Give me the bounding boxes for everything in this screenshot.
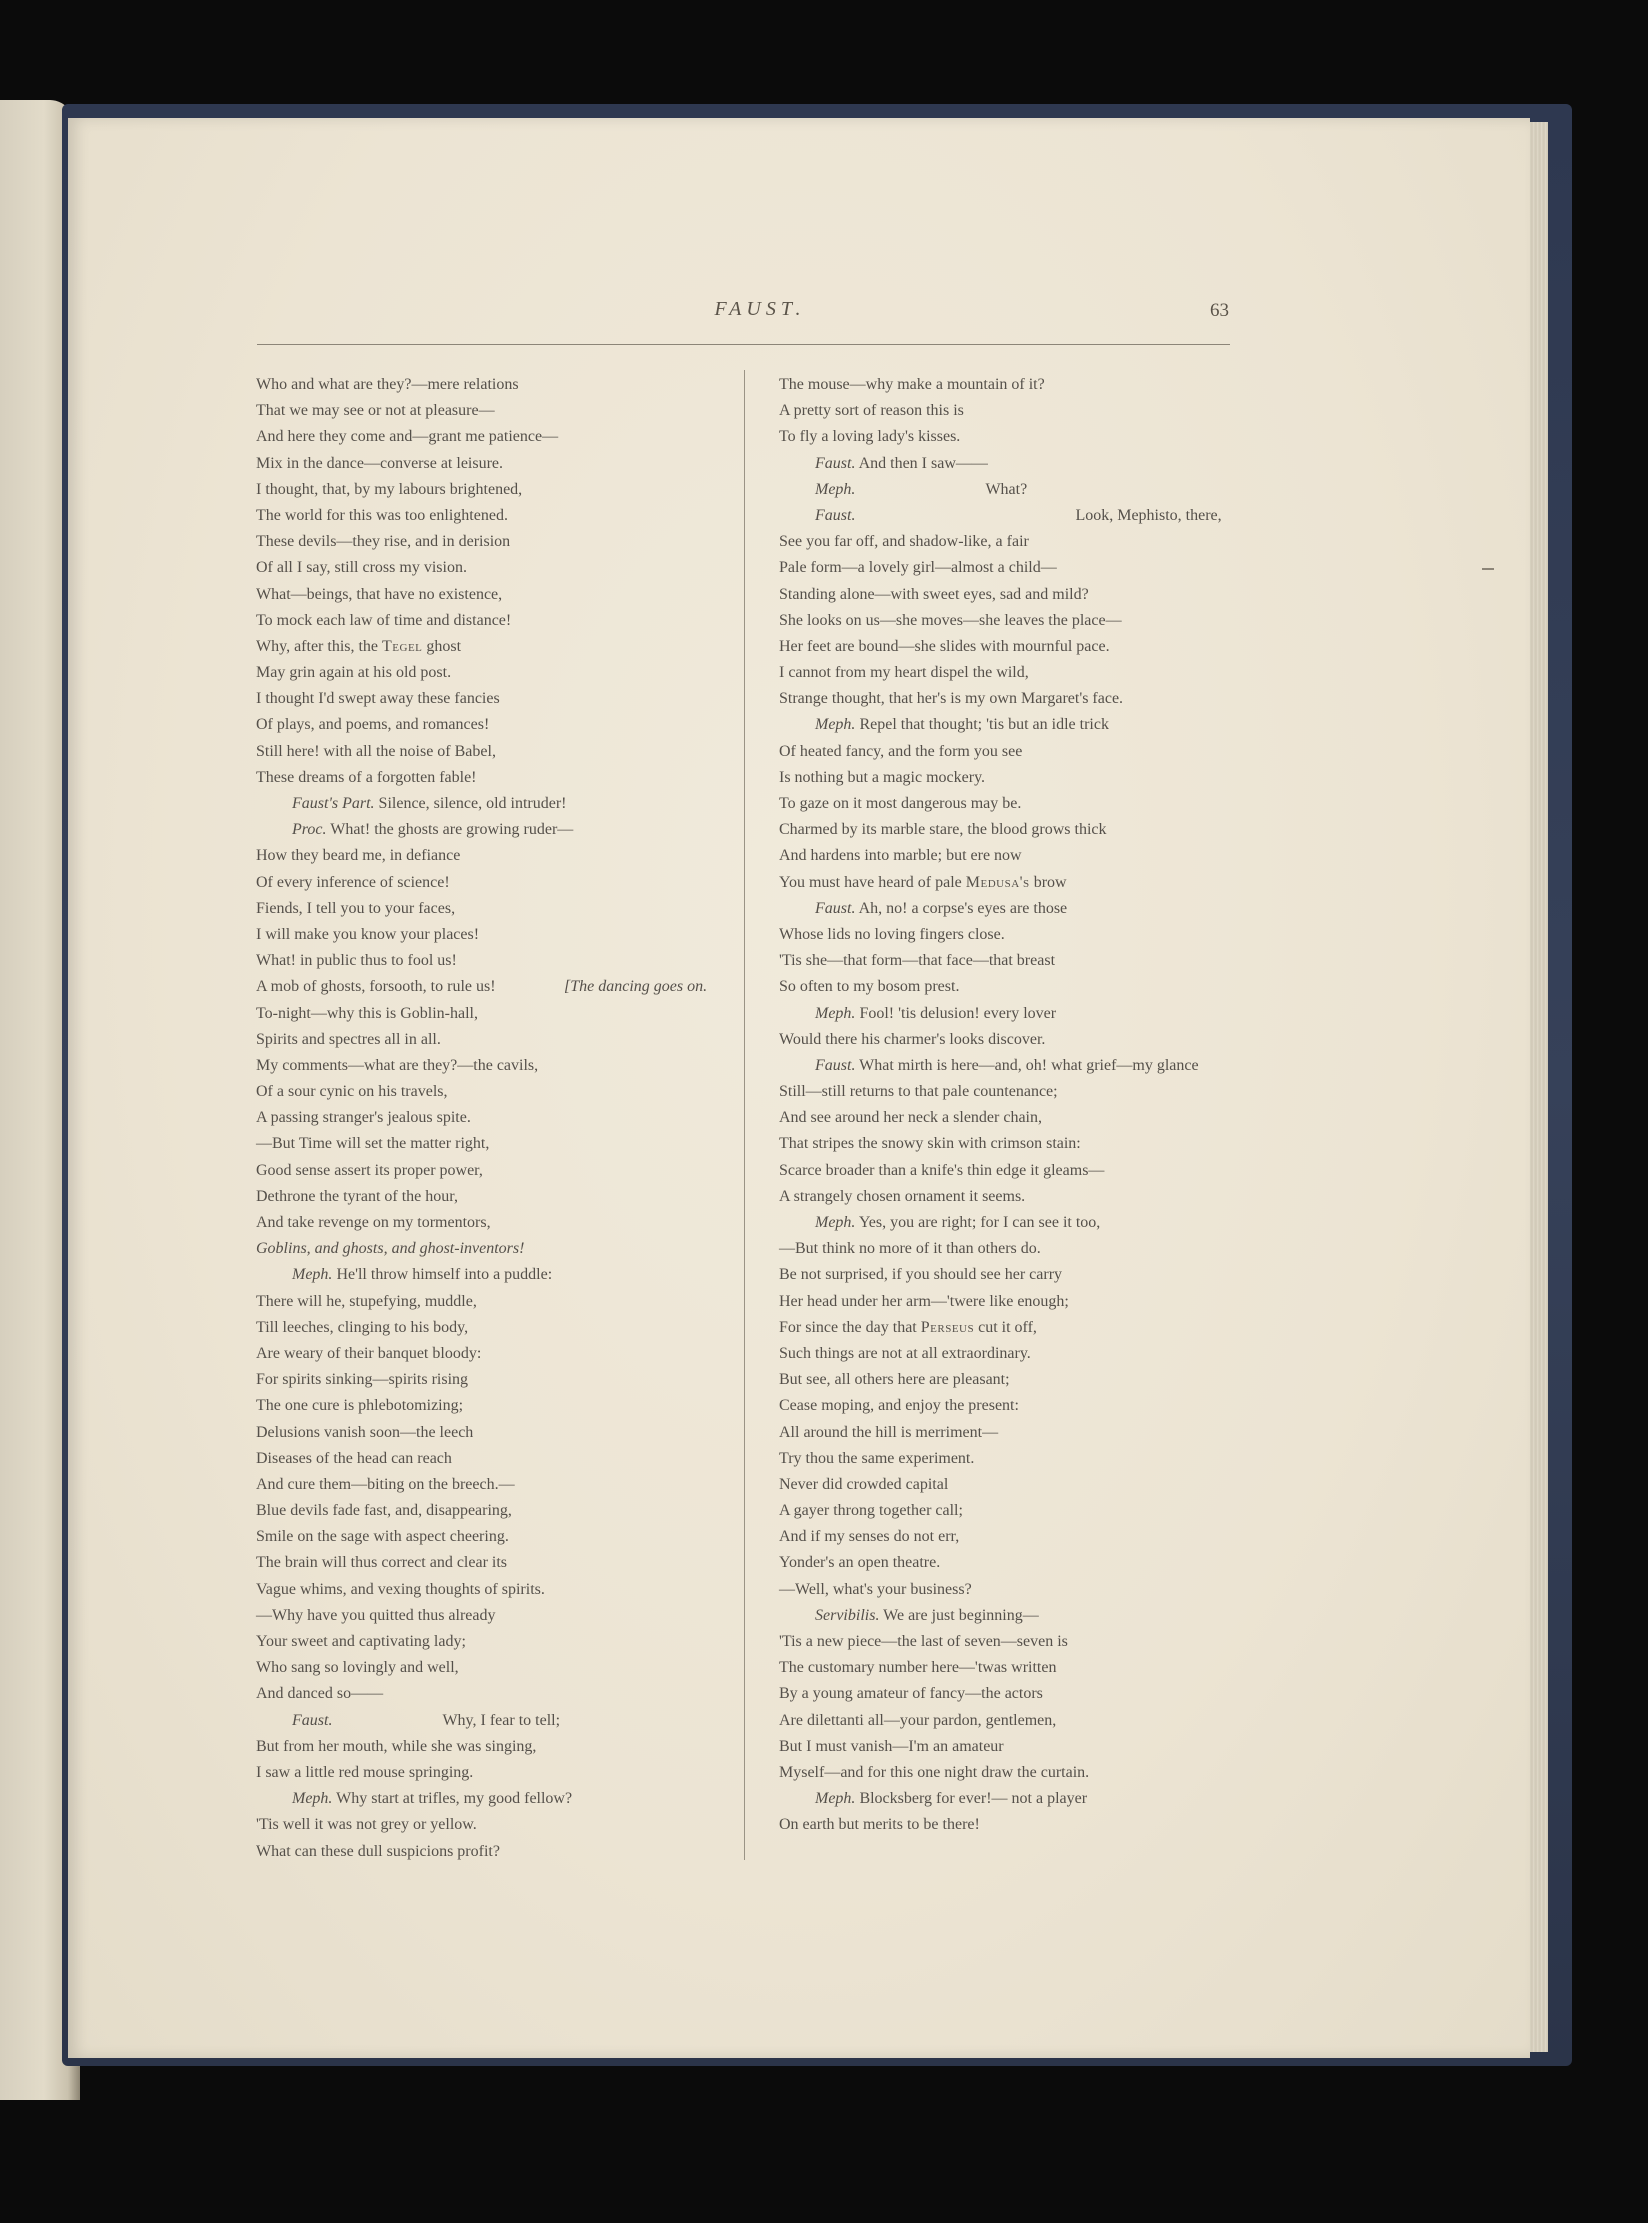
verse-line: Delusions vanish soon—the leech (256, 1423, 474, 1441)
verse-line: I will make you know your places! (256, 925, 480, 943)
verse-line: The one cure is phlebotomizing; (256, 1397, 464, 1415)
verse-line: 'Tis she—that form—that face—that breast (779, 952, 1056, 970)
verse-line: So often to my bosom prest. (779, 978, 960, 996)
verse-text: Yes, you are right; for I can see it too, (855, 1214, 1101, 1231)
verse-line: Charmed by its marble stare, the blood grows thick (779, 821, 1107, 839)
verse-line: Strange thought, that her's is my own Margaret's face. (779, 690, 1124, 708)
verse-line: —Why have you quitted thus already (256, 1606, 496, 1624)
verse-line: A pretty sort of reason this is (779, 402, 964, 420)
verse-line: Whose lids no loving fingers close. (779, 925, 1005, 943)
verse-line: These dreams of a forgotten fable! (256, 768, 477, 786)
verse-text: cut it off, (974, 1318, 1037, 1336)
verse-line: And take revenge on my tormentors, (256, 1214, 491, 1231)
verse-line: Good sense assert its proper power, (256, 1161, 483, 1179)
verse-line: But I must vanish—I'm an amateur (779, 1737, 1004, 1755)
right-column (779, 372, 1249, 1839)
verse-line: To-night—why this is Goblin-hall, (256, 1004, 478, 1022)
verse-line: Standing alone—with sweet eyes, sad and mild? (779, 585, 1089, 603)
speaker-name: Meph. (815, 1004, 856, 1022)
verse-line: A passing stranger's jealous spite. (256, 1109, 471, 1127)
header-rule (257, 344, 1230, 345)
verse-line: Yonder's an open theatre. (779, 1554, 941, 1572)
verse-text: We are just beginning— (879, 1606, 1039, 1624)
verse-text: Silence, silence, old intruder! (374, 795, 567, 812)
verse-line: Of all I say, still cross my vision. (256, 559, 467, 577)
verse-text: You must have heard of pale (779, 873, 966, 891)
verse-line: That we may see or not at pleasure— (256, 402, 495, 420)
speaker-name: Proc. (292, 821, 327, 839)
verse-line: Never did crowded capital (779, 1475, 949, 1493)
verse-line: And hardens into marble; but ere now (779, 847, 1022, 865)
verse-line: For spirits sinking—spirits rising (256, 1371, 469, 1389)
verse-text: Why, I fear to tell; (442, 1711, 561, 1729)
column-divider (744, 370, 745, 1860)
running-header-title: FAUST. (714, 298, 806, 320)
verse-line (779, 896, 1249, 922)
verse-line: Cease moping, and enjoy the present: (779, 1397, 1019, 1415)
verse-line: And see around her neck a slender chain, (779, 1109, 1042, 1127)
speaker-name: Meph. (292, 1790, 333, 1808)
verse-line: What! in public thus to fool us! (256, 952, 457, 970)
verse-line (779, 1210, 1249, 1236)
verse-line: To mock each law of time and distance! (256, 611, 512, 629)
verse-text: Ah, no! a corpse's eyes are those (855, 899, 1068, 917)
verse-line: See you far off, and shadow-like, a fair (779, 533, 1029, 551)
speaker-name: Faust. (815, 899, 856, 917)
verse-line: The customary number here—'twas written (779, 1659, 1057, 1677)
verse-line (256, 1786, 736, 1812)
verse-line: Of heated fancy, and the form you see (779, 742, 1023, 760)
verse-text: What! the ghosts are growing ruder— (326, 821, 574, 839)
verse-line (779, 1786, 1249, 1812)
verse-line: Spirits and spectres all in all. (256, 1030, 441, 1048)
verse-line: All around the hill is merriment— (779, 1423, 999, 1441)
verse-line: Pale form—a lovely girl—almost a child— (779, 559, 1057, 577)
verse-text: A mob of ghosts, forsooth, to rule us! (256, 978, 496, 996)
speaker-name: Meph. (815, 1214, 856, 1231)
verse-line (256, 634, 736, 660)
page-number: 63 (1210, 300, 1229, 321)
verse-text: What mirth is here—and, oh! what grief—my glance (855, 1056, 1199, 1074)
verse-line (779, 1053, 1249, 1079)
verse-line: My comments—what are they?—the cavils, (256, 1056, 539, 1074)
margin-mark (1482, 568, 1494, 570)
verse-line: Myself—and for this one night draw the curtain. (779, 1763, 1090, 1781)
verse-line: Such things are not at all extraordinary. (779, 1344, 1031, 1362)
verse-line: Diseases of the head can reach (256, 1449, 452, 1467)
verse-text: What? (985, 480, 1028, 498)
verse-line: Are dilettanti all—your pardon, gentlemen, (779, 1711, 1057, 1729)
verse-line: 'Tis a new piece—the last of seven—seven is (779, 1633, 1068, 1650)
speaker-name: Faust. (815, 506, 856, 524)
verse-line: 'Tis well it was not grey or yellow. (256, 1816, 477, 1834)
verse-line: Blue devils fade fast, and, disappearing, (256, 1502, 512, 1520)
verse-line: Who and what are they?—mere relations (256, 376, 519, 393)
verse-line (256, 817, 736, 843)
verse-line: By a young amateur of fancy—the actors (779, 1685, 1043, 1703)
verse-line: May grin again at his old post. (256, 664, 452, 682)
verse-line: And here they come and—grant me patience— (256, 428, 559, 446)
verse-line: And cure them—biting on the breech.— (256, 1475, 515, 1493)
verse-line: Till leeches, clinging to his body, (256, 1318, 469, 1336)
speaker-name: Faust. (815, 454, 856, 472)
verse-line: —But think no more of it than others do. (779, 1240, 1041, 1258)
verse-line: These devils—they rise, and in derision (256, 533, 511, 551)
verse-line: Try thou the same experiment. (779, 1449, 975, 1467)
verse-text: Blocksberg for ever!— not a player (855, 1790, 1088, 1808)
verse-line: What can these dull suspicions profit? (256, 1842, 500, 1860)
verse-line: I thought I'd swept away these fancies (256, 690, 500, 708)
verse-line: Fiends, I tell you to your faces, (256, 899, 456, 917)
verse-line: I saw a little red mouse springing. (256, 1763, 474, 1781)
verse-line (779, 712, 1249, 738)
verse-line (256, 1262, 736, 1288)
verse-text: Repel that thought; 'tis but an idle trick (855, 716, 1109, 734)
verse-text: Why start at trifles, my good fellow? (332, 1790, 573, 1808)
verse-line: And if my senses do not err, (779, 1528, 960, 1546)
speaker-name: Faust's Part. (292, 795, 375, 812)
verse-line: And danced so—— (256, 1685, 384, 1703)
verse-line: Dethrone the tyrant of the hour, (256, 1187, 458, 1205)
verse-line: How they beard me, in defiance (256, 847, 461, 865)
speaker-name: Meph. (292, 1266, 333, 1284)
verse-line: That stripes the snowy skin with crimson stain: (779, 1135, 1081, 1153)
verse-line: But from her mouth, while she was singing, (256, 1737, 537, 1755)
verse-line (256, 974, 736, 1000)
verse-line: But see, all others here are pleasant; (779, 1371, 1010, 1389)
verse-line: The world for this was too enlightened. (256, 506, 508, 524)
verse-line: Still—still returns to that pale countenance; (779, 1083, 1058, 1101)
verse-line: Her head under her arm—'twere like enough; (779, 1292, 1069, 1310)
verse-line: Are weary of their banquet bloody: (256, 1344, 482, 1362)
verse-line: The mouse—why make a mountain of it? (779, 376, 1045, 393)
verse-line: A strangely chosen ornament it seems. (779, 1187, 1026, 1205)
verse-line: Smile on the sage with aspect cheering. (256, 1528, 509, 1546)
speaker-name: Meph. (815, 480, 856, 498)
verse-text: Look, Mephisto, there, (1075, 506, 1222, 524)
verse-line (256, 1708, 736, 1734)
verse-text: And then I saw—— (855, 454, 988, 472)
verse-line: Your sweet and captivating lady; (256, 1633, 466, 1650)
verse-line: Would there his charmer's looks discover. (779, 1030, 1046, 1048)
verse-line: Who sang so lovingly and well, (256, 1659, 459, 1677)
verse-line: To gaze on it most dangerous may be. (779, 795, 1022, 812)
verse-line: I thought, that, by my labours brightened, (256, 480, 523, 498)
verse-line: The brain will thus correct and clear its (256, 1554, 508, 1572)
proper-name: Medusa's (965, 873, 1030, 891)
verse-line: There will he, stupefying, muddle, (256, 1292, 477, 1310)
place-name: Tegel (382, 637, 423, 655)
verse-line (779, 503, 1249, 529)
verse-line (779, 870, 1249, 896)
proper-name: Perseus (920, 1318, 975, 1336)
verse-line: Of plays, and poems, and romances! (256, 716, 490, 734)
verse-line: —Well, what's your business? (779, 1580, 972, 1598)
page-stack-edge (1530, 122, 1548, 2052)
verse-line: Her feet are bound—she slides with mournful pace. (779, 637, 1110, 655)
verse-line: Goblins, and ghosts, and ghost-inventors! (256, 1240, 525, 1258)
verse-line: On earth but merits to be there! (779, 1816, 980, 1834)
verse-line: Of a sour cynic on his travels, (256, 1083, 448, 1101)
verse-line: Mix in the dance—converse at leisure. (256, 454, 504, 472)
verse-line: Still here! with all the noise of Babel, (256, 742, 496, 760)
speaker-name: Faust. (292, 1711, 333, 1729)
verse-text: brow (1029, 873, 1067, 891)
speaker-name: Faust. (815, 1056, 856, 1074)
verse-line: What—beings, that have no existence, (256, 585, 503, 603)
verse-text: He'll throw himself into a puddle: (332, 1266, 553, 1284)
verse-line: A gayer throng together call; (779, 1502, 963, 1520)
speaker-name: Servibilis. (815, 1606, 880, 1624)
speaker-name: Meph. (815, 716, 856, 734)
verse-text: ghost (422, 637, 462, 655)
verse-line: Is nothing but a magic mockery. (779, 768, 986, 786)
verse-line (779, 477, 1249, 503)
verse-line (256, 791, 736, 817)
verse-line (779, 1603, 1249, 1629)
verse-line: —But Time will set the matter right, (256, 1135, 490, 1153)
left-column (256, 372, 736, 1865)
verse-line (779, 1001, 1249, 1027)
verse-line: To fly a loving lady's kisses. (779, 428, 961, 446)
speaker-name: Meph. (815, 1790, 856, 1808)
verse-line (779, 451, 1249, 477)
verse-line: She looks on us—she moves—she leaves the place— (779, 611, 1122, 629)
verse-line: Vague whims, and vexing thoughts of spirits. (256, 1580, 545, 1598)
verse-line: Be not surprised, if you should see her carry (779, 1266, 1063, 1284)
verse-line (779, 1315, 1249, 1341)
verse-text: Why, after this, the (256, 637, 383, 655)
verse-line: Of every inference of science! (256, 873, 450, 891)
stage-direction: [The dancing goes on. (564, 978, 708, 996)
verse-line: Scarce broader than a knife's thin edge it gleams— (779, 1161, 1105, 1179)
verse-line: I cannot from my heart dispel the wild, (779, 664, 1029, 682)
verse-text: For since the day that (779, 1318, 921, 1336)
verse-text: Fool! 'tis delusion! every lover (855, 1004, 1057, 1022)
